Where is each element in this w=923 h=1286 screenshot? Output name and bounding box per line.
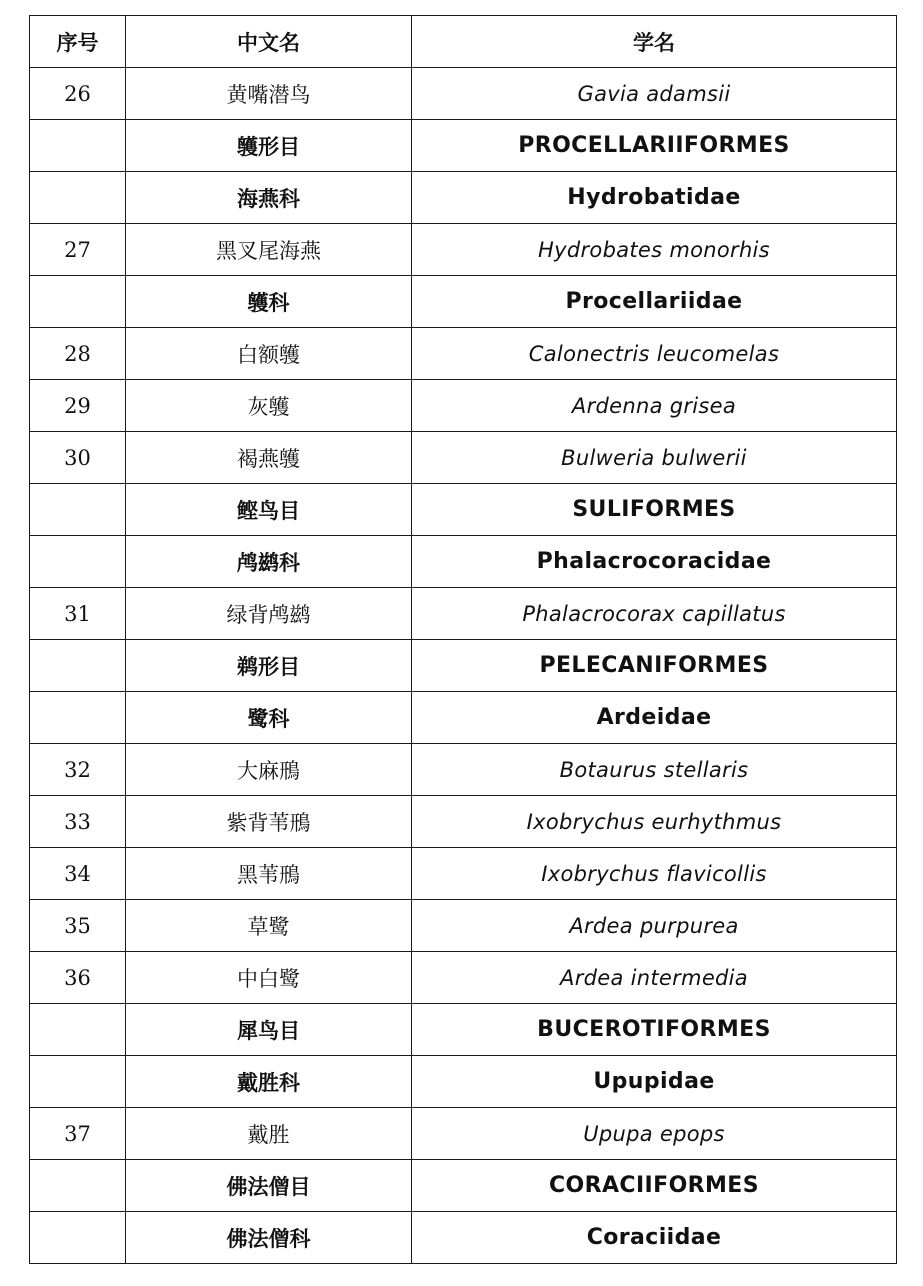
taxon-group-row: [30, 1212, 897, 1264]
scientific-name: Hydrobatidae: [412, 172, 897, 224]
chinese-name: 黑苇鳽: [126, 848, 412, 900]
taxon-group-row: [30, 536, 897, 588]
scientific-name: Upupa epops: [412, 1108, 897, 1160]
chinese-name: 鹱形目: [126, 120, 412, 172]
chinese-name: 鲣鸟目: [126, 484, 412, 536]
species-row: [30, 848, 897, 900]
chinese-name: 黄嘴潜鸟: [126, 68, 412, 120]
chinese-name: 鹱科: [126, 276, 412, 328]
chinese-name: 鸬鹚科: [126, 536, 412, 588]
row-number: 34: [30, 848, 126, 900]
chinese-name: 中白鹭: [126, 952, 412, 1004]
scientific-name: Procellariidae: [412, 276, 897, 328]
chinese-name: 草鹭: [126, 900, 412, 952]
species-row: [30, 380, 897, 432]
row-number: 31: [30, 588, 126, 640]
row-number: 36: [30, 952, 126, 1004]
chinese-name: 灰鹱: [126, 380, 412, 432]
taxon-group-row: [30, 1160, 897, 1212]
scientific-name: Ardea purpurea: [412, 900, 897, 952]
taxon-group-row: [30, 692, 897, 744]
scientific-name: Upupidae: [412, 1056, 897, 1108]
row-number: [30, 536, 126, 588]
species-row: [30, 328, 897, 380]
chinese-name: 大麻鳽: [126, 744, 412, 796]
row-number: 29: [30, 380, 126, 432]
scientific-name: PELECANIFORMES: [412, 640, 897, 692]
species-table: [29, 15, 897, 1264]
taxon-group-row: [30, 120, 897, 172]
chinese-name: 佛法僧科: [126, 1212, 412, 1264]
row-number: [30, 1212, 126, 1264]
header-scientific-name: 学名: [412, 16, 897, 68]
taxon-group-row: [30, 276, 897, 328]
row-number: [30, 172, 126, 224]
scientific-name: Phalacrocorax capillatus: [412, 588, 897, 640]
species-row: [30, 1108, 897, 1160]
row-number: [30, 1056, 126, 1108]
row-number: [30, 120, 126, 172]
scientific-name: Hydrobates monorhis: [412, 224, 897, 276]
row-number: [30, 484, 126, 536]
chinese-name: 海燕科: [126, 172, 412, 224]
row-number: [30, 1160, 126, 1212]
row-number: 30: [30, 432, 126, 484]
species-row: [30, 900, 897, 952]
chinese-name: 鹈形目: [126, 640, 412, 692]
species-row: [30, 952, 897, 1004]
scientific-name: BUCEROTIFORMES: [412, 1004, 897, 1056]
chinese-name: 黑叉尾海燕: [126, 224, 412, 276]
chinese-name: 褐燕鹱: [126, 432, 412, 484]
row-number: 37: [30, 1108, 126, 1160]
chinese-name: 鹭科: [126, 692, 412, 744]
row-number: 35: [30, 900, 126, 952]
header-number: 序号: [30, 16, 126, 68]
taxon-group-row: [30, 172, 897, 224]
scientific-name: CORACIIFORMES: [412, 1160, 897, 1212]
row-number: 33: [30, 796, 126, 848]
chinese-name: 戴胜科: [126, 1056, 412, 1108]
taxon-group-row: [30, 1004, 897, 1056]
row-number: 26: [30, 68, 126, 120]
scientific-name: SULIFORMES: [412, 484, 897, 536]
scientific-name: Ardenna grisea: [412, 380, 897, 432]
species-row: [30, 224, 897, 276]
scientific-name: Bulweria bulwerii: [412, 432, 897, 484]
taxon-group-row: [30, 640, 897, 692]
scientific-name: Ixobrychus flavicollis: [412, 848, 897, 900]
row-number: 32: [30, 744, 126, 796]
species-row: [30, 588, 897, 640]
scientific-name: PROCELLARIIFORMES: [412, 120, 897, 172]
row-number: [30, 276, 126, 328]
species-row: [30, 744, 897, 796]
scientific-name: Gavia adamsii: [412, 68, 897, 120]
row-number: [30, 692, 126, 744]
chinese-name: 绿背鸬鹚: [126, 588, 412, 640]
row-number: 27: [30, 224, 126, 276]
row-number: 28: [30, 328, 126, 380]
scientific-name: Calonectris leucomelas: [412, 328, 897, 380]
species-row: [30, 796, 897, 848]
species-row: [30, 68, 897, 120]
scientific-name: Ixobrychus eurhythmus: [412, 796, 897, 848]
chinese-name: 犀鸟目: [126, 1004, 412, 1056]
header-chinese-name: 中文名: [126, 16, 412, 68]
scientific-name: Phalacrocoracidae: [412, 536, 897, 588]
scientific-name: Ardea intermedia: [412, 952, 897, 1004]
row-number: [30, 640, 126, 692]
table-header-row: [30, 16, 897, 68]
scientific-name: Ardeidae: [412, 692, 897, 744]
taxon-group-row: [30, 484, 897, 536]
row-number: [30, 1004, 126, 1056]
chinese-name: 佛法僧目: [126, 1160, 412, 1212]
species-row: [30, 432, 897, 484]
chinese-name: 戴胜: [126, 1108, 412, 1160]
chinese-name: 白额鹱: [126, 328, 412, 380]
scientific-name: Coraciidae: [412, 1212, 897, 1264]
chinese-name: 紫背苇鳽: [126, 796, 412, 848]
taxon-group-row: [30, 1056, 897, 1108]
table-body: [30, 68, 897, 1264]
scientific-name: Botaurus stellaris: [412, 744, 897, 796]
